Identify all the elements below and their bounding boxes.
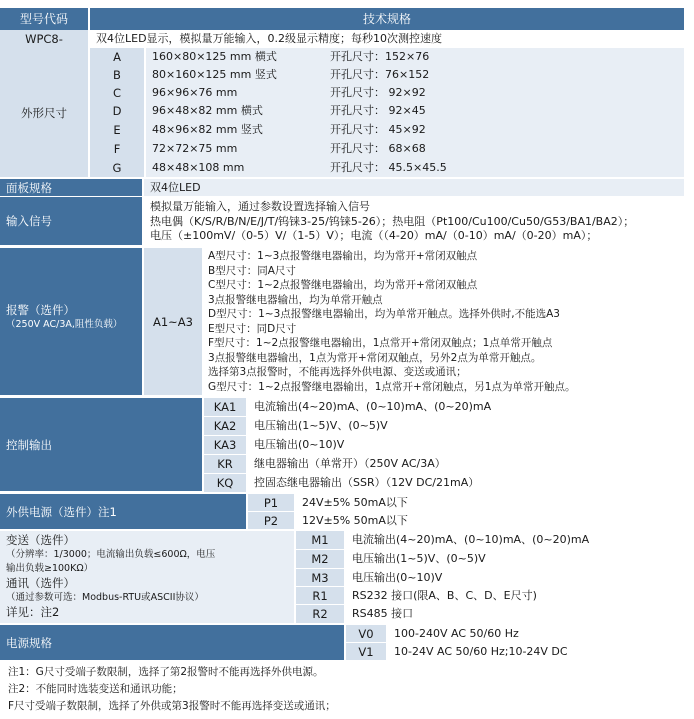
dimension-code-d: D — [90, 102, 144, 120]
dimension-size: 72×72×75 mm — [152, 141, 238, 155]
power-code-v0: V0 — [346, 625, 386, 642]
control-code-ka2: KA2 — [204, 417, 246, 435]
supply-label: 外供电源（选件）注1 — [0, 494, 246, 529]
transmit-code-m3: M3 — [296, 569, 344, 586]
transmit-code-m2: M2 — [296, 550, 344, 568]
alarm-line: B型尺寸：同A尺寸 — [208, 264, 296, 277]
dimension-row-e — [146, 120, 684, 139]
dimension-code-b: B — [90, 66, 144, 84]
control-code-kr: KR — [204, 455, 246, 473]
control-code-ka1: KA1 — [204, 398, 246, 416]
alarm-line: F型尺寸：1~2点报警继电器输出，1点常开+常闭双触点；1点单常开触点 — [208, 337, 553, 349]
dimension-cutout: 开孔尺寸： 45.5×45.5 — [330, 160, 447, 174]
comm-desc-r2: RS485 接口 — [346, 605, 684, 623]
comm-code-r2: R2 — [296, 605, 344, 623]
supply-desc-p1: 24V±5% 50mA以下 — [296, 494, 684, 511]
dimension-row-c — [146, 84, 684, 102]
dimension-size: 96×48×82 mm 横式 — [152, 104, 263, 117]
control-code-ka3: KA3 — [204, 436, 246, 454]
dimension-row-g — [146, 158, 684, 177]
power-code-v1: V1 — [346, 643, 386, 660]
dimension-row-d — [146, 102, 684, 120]
dimension-size: 80×160×125 mm 竖式 — [152, 68, 277, 81]
dimension-size: 160×80×125 mm 横式 — [152, 50, 277, 63]
dimension-row-b — [146, 66, 684, 84]
dimension-size: 48×48×108 mm — [152, 160, 245, 174]
comm-note: （通过参数可选：Modbus-RTU或ASCII协议） — [6, 592, 204, 603]
transmit-detail: 详见：注2 — [6, 605, 60, 619]
transmit-desc-m1: 电流输出(4~20)mA、(0~10)mA、(0~20)mA — [346, 531, 684, 549]
alarm-line: 3点报警继电器输出，1点为常开+常闭双触点，另外2点为单常开触点。 — [208, 351, 542, 364]
transmit-note: （分辨率：1/3000；电流输出负载≤600Ω，电压 — [6, 549, 216, 560]
alarm-line: C型尺寸：1~2点报警继电器输出，均为常开+常闭双触点 — [208, 279, 478, 291]
dimension-code-e: E — [90, 120, 144, 139]
footnote: 注1：G尺寸受端子数限制，选择了第2报警时不能再选择外供电源。 — [8, 666, 324, 678]
alarm-code: A1~A3 — [144, 248, 202, 395]
dimension-cutout: 开孔尺寸：152×76 — [330, 50, 430, 63]
transmit-note: 输出负载≥100KΩ） — [6, 563, 94, 574]
model-description: 双4位LED显示，模拟量万能输入，0.2级显示精度；每秒10次测控速度 — [90, 30, 684, 48]
input-line: 模拟量万能输入，通过参数设置选择输入信号 — [150, 200, 370, 213]
control-desc-ka3: 电压输出(0~10)V — [248, 436, 684, 454]
comm-label: 通讯（选件） — [6, 576, 75, 590]
supply-code-p1: P1 — [248, 494, 294, 511]
power-desc-v0: 100-240V AC 50/60 Hz — [388, 625, 684, 642]
alarm-line: 选择第3点报警时，不能再选择外供电源、变送或通讯； — [208, 366, 467, 378]
dimensions-label: 外形尺寸 — [0, 48, 88, 177]
alarm-line: G型尺寸：1~2点报警继电器输出，1点常开+常闭触点，另1点为单常开触点。 — [208, 380, 576, 393]
panel-label: 面板规格 — [0, 179, 142, 196]
input-line: 电压（±100mV/（0-5）V/（1-5）V）；电流（（4-20）mA/（0-10）mA/（0-20）mA）； — [150, 229, 598, 242]
comm-code-r1: R1 — [296, 587, 344, 604]
alarm-description — [204, 248, 684, 395]
dimension-row-f — [146, 139, 684, 158]
header-model-code: 型号代码 — [0, 8, 88, 30]
transmit-desc-m3: 电压输出(0~10)V — [346, 569, 684, 586]
alarm-sublabel: （250V AC/3A,阻性负载） — [6, 319, 123, 330]
control-desc-ka1: 电流输出(4~20)mA、(0~10)mA、(0~20)mA — [248, 398, 684, 416]
model-code: WPC8- — [0, 30, 88, 48]
transmit-code-m1: M1 — [296, 531, 344, 549]
control-desc-kr: 继电器输出（单常开）（250V AC/3A） — [248, 455, 684, 473]
control-desc-ka2: 电压输出(1~5)V、(0~5)V — [248, 417, 684, 435]
alarm-label-block — [0, 248, 142, 395]
control-label: 控制输出 — [0, 398, 202, 491]
alarm-label: 报警（选件） — [6, 303, 75, 317]
header-tech-spec: 技术规格 — [90, 8, 684, 30]
footnote: F尺寸受端子数限制，选择了外供或第3报警时不能再选择变送或通讯； — [8, 700, 336, 712]
supply-code-p2: P2 — [248, 512, 294, 529]
dimension-cutout: 开孔尺寸： 45×92 — [330, 122, 426, 136]
input-label: 输入信号 — [0, 197, 142, 245]
input-description — [144, 198, 684, 245]
dimension-size: 96×96×76 mm — [152, 86, 238, 99]
transmit-desc-m2: 电压输出(1~5)V、(0~5)V — [346, 550, 684, 568]
dimension-size: 48×96×82 mm 竖式 — [152, 122, 263, 136]
dimension-row-a — [146, 48, 684, 66]
transmit-label-block — [0, 531, 294, 623]
dimension-cutout: 开孔尺寸： 68×68 — [330, 141, 426, 155]
alarm-line: E型尺寸：同D尺寸 — [208, 322, 297, 335]
dimension-cutout: 开孔尺寸： 92×92 — [330, 86, 426, 99]
dimension-cutout: 开孔尺寸：76×152 — [330, 68, 430, 81]
dimension-code-a: A — [90, 48, 144, 66]
alarm-line: 3点报警继电器输出，均为单常开触点 — [208, 293, 383, 306]
dimension-cutout: 开孔尺寸： 92×45 — [330, 104, 426, 117]
comm-desc-r1: RS232 接口(限A、B、C、D、E尺寸) — [346, 587, 684, 604]
alarm-line: A型尺寸：1~3点报警继电器输出，均为常开+常闭双触点 — [208, 250, 478, 262]
panel-value: 双4位LED — [144, 179, 684, 196]
control-code-kq: KQ — [204, 474, 246, 492]
dimension-code-c: C — [90, 84, 144, 102]
dimension-code-f: F — [90, 139, 144, 158]
input-line: 热电偶（K/S/R/B/N/E/J/T/钨铼3-25/钨铼5-26）；热电阻（Pt100/Cu100/Cu50/G53/BA1/BA2）； — [150, 214, 635, 228]
power-label: 电源规格 — [0, 625, 344, 660]
footnotes — [8, 664, 336, 715]
power-desc-v1: 10-24V AC 50/60 Hz;10-24V DC — [388, 643, 684, 660]
transmit-label: 变送（选件） — [6, 533, 75, 547]
footnote: 注2：不能同时选装变送和通讯功能； — [8, 683, 183, 695]
supply-desc-p2: 12V±5% 50mA以下 — [296, 512, 684, 529]
alarm-line: D型尺寸：1~3点报警继电器输出，均为单常开触点。选择外供时,不能选A3 — [208, 308, 560, 320]
dimension-code-g: G — [90, 158, 144, 177]
control-desc-kq: 控固态继电器输出（SSR）（12V DC/21mA） — [248, 474, 684, 492]
